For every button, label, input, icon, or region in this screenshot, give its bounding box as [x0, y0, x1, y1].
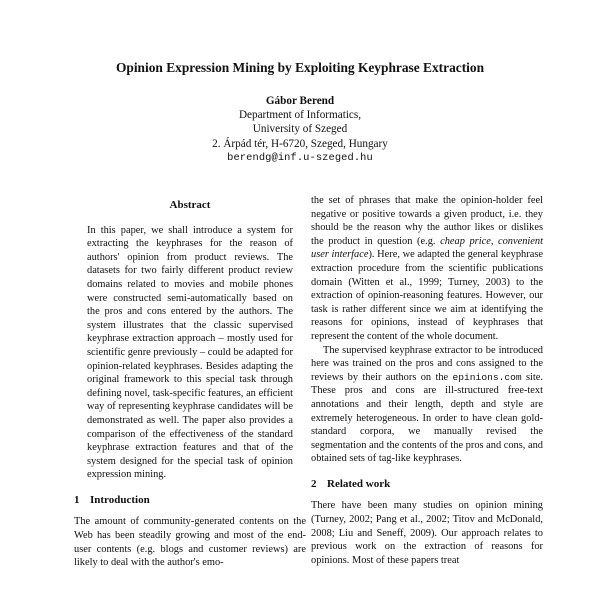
section-number: 2	[311, 477, 317, 490]
section-heading-related-work	[311, 478, 543, 492]
right-column	[311, 194, 543, 567]
body-paragraph	[311, 344, 543, 466]
affiliation-line: University of Szeged	[252, 123, 348, 136]
example-phrases: cheap price, convenient user interface	[311, 235, 543, 261]
author-block	[0, 94, 600, 165]
related-work-paragraph: There have been many studies on opinion mining (Turney, 2002; Pang et al., 2002; Titov and McDonald, 2008; Liu and Seneff, 2009). Our approach relates to previous work on the extraction of reasons for opinions. Most of these papers treat	[311, 500, 543, 566]
section-number: 1	[74, 493, 80, 506]
body-paragraph	[311, 194, 543, 344]
paper-title: Opinion Expression Mining by Exploiting Keyphrase Extraction	[115, 60, 485, 75]
text-run: the set of phrases that make the opinion-holder feel negative or positive towards a given product, i.e. they should be the reason why the author likes or dislikes the product in question (e.g.	[311, 195, 543, 247]
author-name: Gábor Berend	[265, 95, 335, 107]
abstract-text: In this paper, we shall introduce a system for extracting the keyphrases for the reason of authors' opinion from product reviews. The datasets for two fairly different product review domains related to movies and mobile phones were constructed semi-automatically based on the pros and cons entered by the authors. The system illustrates that the classic supervised keyphrase extraction approach – mostly used for scientific genre previously – could be adapted for opinion-related keyphrases. Besides adapting the original framework to this special task through defining novel, task-specific features, an efficient way of representing keyphrase candidates will be demonstrated as well. The paper also provides a comparison of the effectiveness of the standard keyphrase extraction features and that of the system designed for the special task of opinion expression mining.	[87, 224, 293, 481]
section-title: Introduction	[90, 493, 150, 506]
text-run: site. These pros and cons are ill-structured free-text annotations and their length, depth and style are extremely heterogeneous. In order to have clean gold-standard corpora, we manually revised the segmentation and the contents of the pros and cons, and obtained sets of tag-like keyphrases.	[311, 371, 544, 465]
text-run: ). Here, we adapted the general keyphrase extraction procedure from the scientific publications domain (Witten et al., 1999; Turney, 2003) to the extraction of opinion-reasoning features. However, our task is rather different since we aim at identifying the reasons for opinions, instead of keyphrases that represent the content of the whole document.	[311, 249, 543, 342]
site-name: epinions.com	[452, 371, 522, 383]
affiliation-line: 2. Árpád tér, H-6720, Szeged, Hungary	[212, 137, 388, 150]
section-heading-introduction	[74, 494, 306, 508]
text-run: The supervised keyphrase extractor to be introduced here was trained on the pros and cons assigned to the reviews by their authors on the	[311, 344, 543, 383]
author-email[interactable]: berendg@inf.u-szeged.hu	[227, 151, 373, 164]
introduction-paragraph: The amount of community-generated contents on the Web has been steadily growing and most of the end-user contents (e.g. blogs and customer reviews) are likely to deal with the author's emo-	[74, 516, 306, 569]
left-column	[74, 194, 306, 570]
affiliation-line: Department of Informatics,	[238, 109, 362, 122]
section-title: Related work	[327, 477, 391, 490]
abstract-heading: Abstract	[169, 199, 211, 211]
